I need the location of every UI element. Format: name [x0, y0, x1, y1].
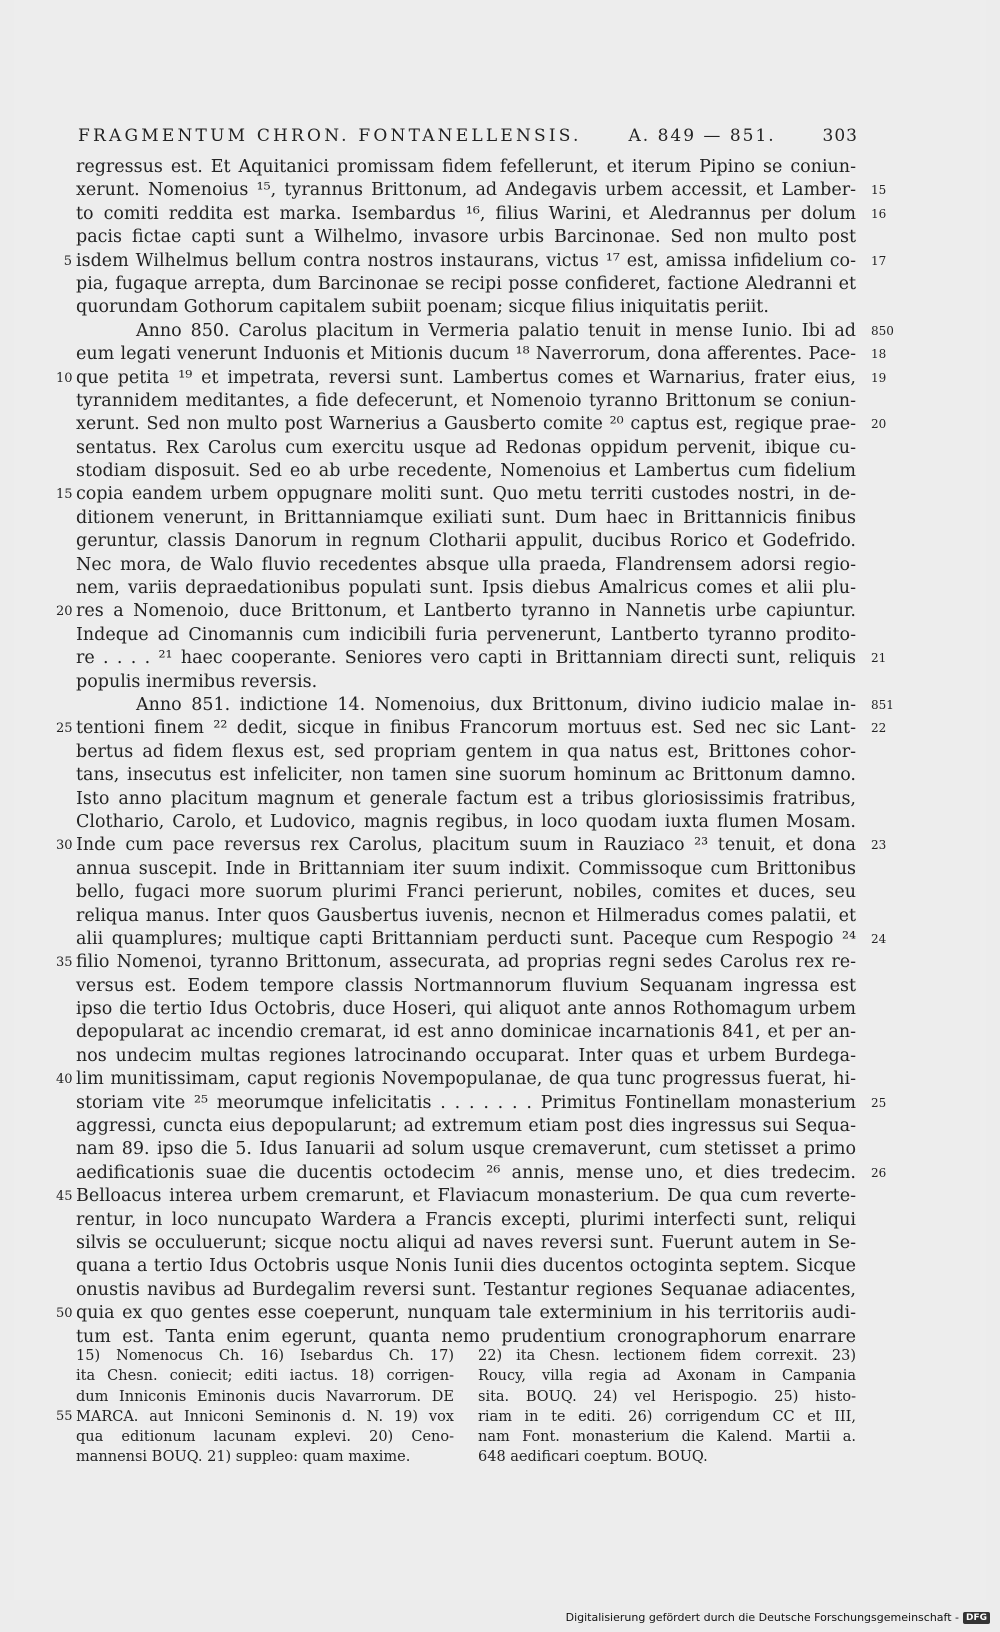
main-text [56, 156, 894, 1349]
line-text: pacis fictae capti sunt a Wilhelmo, invasore urbis Barcinonae. Sed non multo post [76, 227, 856, 248]
line-text: xerunt. Sed non multo post Warnerius a Gausberto comite ²⁰ captus est, regique prae- [76, 414, 856, 435]
footnote-text: qua editionum lacunam explevi. 20) Ceno- [76, 1429, 454, 1446]
line-text: regressus est. Et Aquitanici promissam fidem fefellerunt, et iterum Pipino se coniun- [76, 157, 856, 177]
line-text: copia eandem urbem oppugnare moliti sunt. Quo metu territi custodes nostri, in de- [76, 484, 856, 505]
margin-note-number: 23 [871, 838, 887, 853]
text-line [64, 975, 884, 998]
line-text: eum legati venerunt Induonis et Mitionis ducum ¹⁸ Naverrorum, dona afferentes. Pace- [76, 344, 856, 365]
footnote-text: riam in te editi. 26) corrigendum CC et III, [478, 1408, 856, 1425]
header-years: A. 849 — 851. [628, 126, 776, 146]
text-line [56, 483, 884, 506]
line-text: bertus ad fidem flexus est, sed propriam gentem in qua natus est, Brittones cohor- [76, 741, 856, 762]
text-line [64, 226, 884, 249]
text-line [64, 671, 884, 694]
text-line [64, 764, 884, 787]
margin-note-number: 26 [871, 1165, 887, 1180]
line-text: rentur, in loco nuncupato Wardera a Francis excepti, plurimi interfecti sunt, reliqui [76, 1209, 856, 1230]
text-line [64, 554, 884, 577]
line-text: geruntur, classis Danorum in regnum Clotharii appulit, ducibus Rorico et Godefrido. [76, 531, 856, 552]
line-text: quorundam Gothorum capitalem subiit poenam; sicque filius iniquitatis periit. [76, 297, 769, 318]
text-line [56, 951, 884, 974]
text-line [64, 741, 884, 764]
text-line [64, 273, 884, 296]
line-text: versus est. Eodem tempore classis Nortmannorum fluvium Sequanam ingressa est [76, 975, 856, 996]
line-text: populis inermibus reversis. [76, 671, 318, 692]
footnote-text: dum Inniconis Eminonis ducis Navarrorum. DE [76, 1388, 454, 1405]
line-text: alii quamplures; multique capti Brittanniam perducti sunt. Paceque cum Respogio ²⁴ [76, 928, 856, 949]
line-number: 45 [56, 1189, 73, 1205]
page-number: 303 [822, 126, 858, 146]
margin-note-number: 850 [871, 323, 894, 338]
text-line [64, 296, 884, 319]
margin-note-number: 21 [871, 651, 887, 666]
footnote-line [478, 1387, 856, 1407]
line-text: bello, fugaci more suorum plurimi Franci perierunt, nobiles, comites et duces, seu [76, 882, 856, 903]
footnote-text: mannensi BOUQ. 21) suppleo: quam maxime. [76, 1449, 411, 1466]
digitization-credit [566, 1611, 990, 1624]
line-text: Inde cum pace reversus rex Carolus, placitum suum in Rauziaco ²³ tenuit, et dona [76, 835, 856, 856]
credit-text: Digitalisierung gefördert durch die Deutsche Forschungsgemeinschaft - [565, 1611, 959, 1624]
line-text: nos undecim multas regiones latrocinando occuparat. Inter quas et urbem Burdega- [76, 1045, 856, 1066]
margin-note-number: 18 [871, 347, 887, 362]
line-text: onustis navibus ad Burdegalim reversi sunt. Testantur regiones Sequanae adiacentes, [76, 1279, 856, 1300]
line-text: filio Nomenoi, tyranno Brittonum, assecurata, ad proprias regni sedes Carolus rex re- [76, 952, 856, 973]
text-line [64, 203, 887, 226]
text-line [56, 600, 884, 623]
text-line [64, 507, 884, 530]
line-text: Anno 851. indictione 14. Nomenoius, dux Brittonum, divino iudicio malae in- [136, 694, 856, 715]
line-text: xerunt. Nomenoius ¹⁵, tyrannus Brittonum, ad Andegavis urbem accessit, et Lamber- [76, 180, 856, 201]
footnote-text: Roucy, villa regia ad Axonam in Campania [478, 1368, 856, 1385]
text-line [56, 834, 887, 857]
footnote-text: MARCA. aut Inniconi Seminonis d. N. 19) vox [76, 1408, 454, 1425]
line-text: annua suscepit. Inde in Brittanniam iter suum indixit. Commissoque cum Brittonibus [76, 858, 856, 879]
footnote-text: nam Font. monasterium die Kalend. Martii a. [478, 1429, 856, 1446]
text-line [64, 1162, 887, 1185]
line-text: tyrannidem meditantes, a fide defecerunt, et Nomenoio tyranno Brittonum se coniun- [76, 390, 856, 411]
margin-note-number: 17 [871, 253, 887, 268]
text-line [64, 1279, 884, 1302]
line-text: que petita ¹⁹ et impetrata, reversi sunt. Lambertus comes et Warnarius, frater eius, [76, 367, 856, 388]
footnote-text: 648 aedificari coeptum. BOUQ. [478, 1449, 708, 1466]
footnote-text: sita. BOUQ. 24) vel Herispogio. 25) histo- [478, 1388, 856, 1405]
footnote-line [478, 1427, 856, 1447]
footnotes-right-column [478, 1346, 856, 1468]
line-text: re . . . . ²¹ haec cooperante. Seniores vero capti in Brittanniam directi sunt, reliquis [76, 648, 856, 669]
line-text: Clothario, Carolo, et Ludovico, magnis regibus, in loco quodam iuxta flumen Mosam. [76, 811, 856, 832]
footnote-line [478, 1346, 856, 1366]
line-text: pia, fugaque arrepta, dum Barcinonae se recipi posse confideret, factione Aledranni et [76, 273, 856, 294]
text-line [56, 367, 887, 390]
margin-note-number: 16 [871, 206, 887, 221]
footnote-line [76, 1346, 454, 1366]
dfg-logo: DFG [963, 1612, 990, 1624]
text-line [64, 811, 884, 834]
line-text: stodiam disposuit. Sed eo ab urbe recedente, Nomenoius et Lambertus cum fidelium [76, 461, 856, 482]
line-text: tentioni finem ²² dedit, sicque in finibus Francorum mortuus est. Sed nec sic Lant- [76, 718, 856, 739]
footnote-line [56, 1407, 454, 1427]
footnote-line [76, 1366, 454, 1386]
running-header [78, 126, 858, 146]
text-line [64, 1092, 887, 1115]
text-line [64, 179, 887, 202]
line-text: Nec mora, de Walo fluvio recedentes absque ulla praeda, Flandrensem adorsi regio- [76, 554, 856, 575]
line-number: 55 [56, 1408, 73, 1424]
line-text: Isto anno placitum magnum et generale factum est a tribus gloriosissimis fratribus, [76, 788, 856, 809]
footnote-line [478, 1447, 856, 1467]
text-line [64, 437, 884, 460]
footnote-line [478, 1407, 856, 1427]
book-page [14, 0, 986, 1600]
margin-note-number: 20 [871, 417, 887, 432]
line-text: aggressi, cuncta eius depopularunt; ad extremum etiam post dies ingressus sui Sequa- [76, 1116, 856, 1137]
text-line [64, 928, 887, 951]
line-number: 35 [56, 955, 73, 971]
text-line [64, 998, 884, 1021]
text-line [64, 624, 884, 647]
text-line [64, 1021, 884, 1044]
line-text: Indeque ad Cinomannis cum indicibili furia pervenerunt, Lantberto tyranno prodito- [76, 624, 856, 645]
line-text: Belloacus interea urbem cremarunt, et Flaviacum monasterium. De qua cum reverte- [76, 1186, 856, 1207]
footnote-line [76, 1387, 454, 1407]
text-line [64, 1209, 884, 1232]
text-line [64, 413, 887, 436]
line-text: res a Nomenoio, duce Brittonum, et Lantberto tyranno in Nannetis urbe capiuntur. [76, 601, 856, 622]
line-number: 10 [56, 370, 73, 386]
line-text: depopularat ac incendio cremarat, id est anno dominicae incarnationis 841, et per an- [76, 1022, 856, 1043]
line-text: sentatus. Rex Carolus cum exercitu usque ad Redonas oppidum pervenit, ibique cu- [76, 437, 856, 458]
text-line [64, 390, 884, 413]
line-number: 25 [56, 721, 73, 737]
text-line [64, 788, 884, 811]
line-text: silvis se occuluerunt; sicque noctu aliqui ad naves reversi sunt. Fuerunt autem in Se- [76, 1232, 856, 1253]
line-number: 40 [56, 1072, 73, 1088]
text-line [64, 1045, 884, 1068]
line-text: Anno 850. Carolus placitum in Vermeria palatio tenuit in mense Iunio. Ibi ad [136, 320, 856, 341]
text-line [64, 1138, 884, 1161]
text-line [64, 320, 894, 343]
text-line [64, 905, 884, 928]
text-line [64, 694, 894, 717]
footnotes-left-column [56, 1346, 454, 1468]
line-text: to comiti reddita est marka. Isembardus ¹⁶, filius Warini, et Aledrannus per dolum [76, 203, 856, 224]
footnote-line [76, 1447, 454, 1467]
line-text: quia ex quo gentes esse coeperunt, nunquam tale exterminium in his territoriis audi- [76, 1303, 856, 1324]
text-line [64, 1255, 884, 1278]
line-text: ipso die tertio Idus Octobris, duce Hoseri, qui aliquot ante annos Rothomagum urbem [76, 999, 856, 1020]
footnote-text: 22) ita Chesn. lectionem fidem correxit. 23) [478, 1348, 856, 1364]
line-number: 20 [56, 604, 73, 620]
text-line [64, 858, 884, 881]
margin-note-number: 22 [871, 721, 887, 736]
footnote-text: 15) Nomenocus Ch. 16) Isebardus Ch. 17) [76, 1348, 454, 1364]
text-line [63, 250, 887, 273]
line-text: storiam vite ²⁵ meorumque infelicitatis . . . . . . . Primitus Fontinellam monasterium [76, 1092, 856, 1113]
margin-note-number: 851 [871, 697, 894, 712]
text-line [64, 530, 884, 553]
footnote-text: ita Chesn. coniecit; editi iactus. 18) corrigen- [76, 1368, 454, 1385]
margin-note-number: 15 [871, 183, 887, 198]
text-line [64, 460, 884, 483]
line-text: tans, insecutus est infeliciter, non tamen sine suorum hominum ac Brittonum damno. [76, 765, 856, 786]
footnotes [56, 1346, 884, 1468]
text-line [64, 156, 884, 179]
text-line [56, 1068, 884, 1091]
text-line [64, 577, 884, 600]
text-line [56, 1302, 884, 1325]
line-text: nam 89. ipso die 5. Idus Ianuarii ad solum usque cremaverunt, cum stetisset a primo [76, 1139, 856, 1160]
header-title: FRAGMENTUM CHRON. FONTANELLENSIS. [78, 126, 582, 146]
margin-note-number: 25 [871, 1095, 887, 1110]
line-text: tum est. Tanta enim egerunt, quanta nemo prudentium cronographorum enarrare [76, 1326, 856, 1347]
margin-note-number: 24 [871, 931, 887, 946]
line-text: ditionem venerunt, in Brittanniamque exiliati sunt. Dum haec in Brittannicis finibus [76, 507, 856, 528]
footnote-line [76, 1427, 454, 1447]
text-line [56, 717, 887, 740]
text-line [64, 343, 887, 366]
line-text: nem, variis depraedationibus populati sunt. Ipsis diebus Amalricus comes et alii plu- [76, 578, 856, 599]
text-line [64, 881, 884, 904]
text-line [64, 1115, 884, 1138]
line-text: isdem Wilhelmus bellum contra nostros instaurans, victus ¹⁷ est, amissa infidelium co- [76, 250, 856, 271]
line-number: 30 [56, 838, 73, 854]
footnote-line [478, 1366, 856, 1386]
line-text: reliqua manus. Inter quos Gausbertus iuvenis, necnon et Hilmeradus comes palatii, et [76, 905, 856, 926]
line-text: aedificationis suae die ducentis octodecim ²⁶ annis, mense uno, et dies tredecim. [76, 1162, 856, 1183]
line-number: 15 [56, 487, 73, 503]
text-line [64, 647, 887, 670]
margin-note-number: 19 [871, 370, 887, 385]
line-text: quana a tertio Idus Octobris usque Nonis Iunii dies ducentos octoginta septem. Sicque [76, 1256, 856, 1277]
line-number: 5 [63, 253, 72, 269]
text-line [64, 1232, 884, 1255]
text-line [56, 1185, 884, 1208]
line-text: lim munitissimam, caput regionis Novempopulanae, de qua tunc progressus fuerat, hi- [76, 1069, 856, 1090]
line-number: 50 [56, 1306, 73, 1322]
